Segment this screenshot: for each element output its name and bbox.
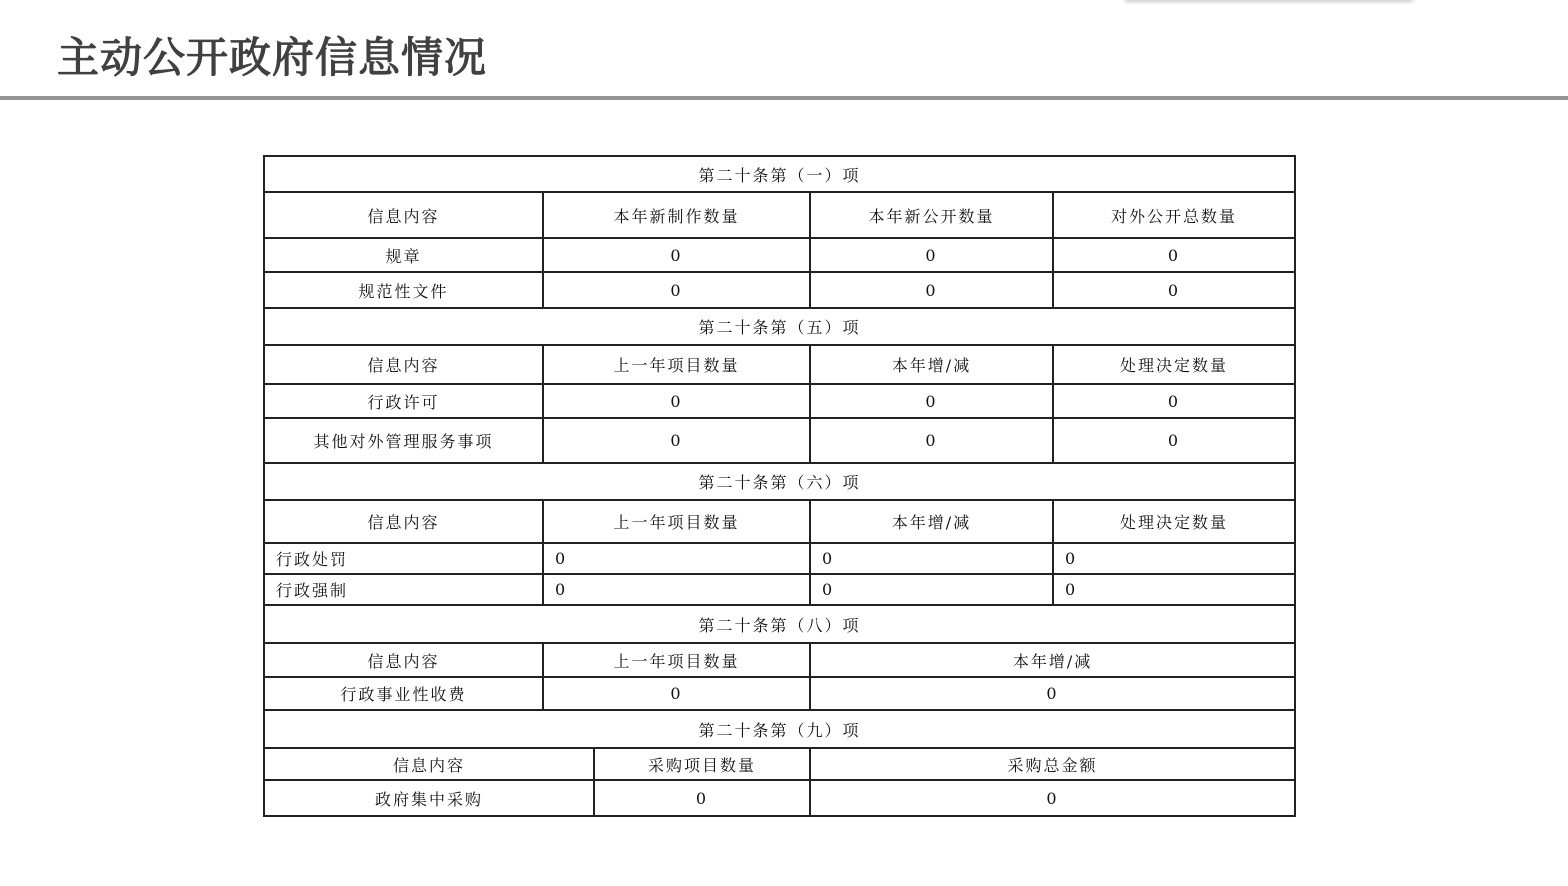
- column-header: 信息内容: [264, 643, 543, 677]
- section-heading-row: [264, 710, 1295, 748]
- table-cell: 0: [810, 780, 1295, 816]
- disclosure-table: [263, 155, 1296, 817]
- column-header: 对外公开总数量: [1053, 192, 1295, 238]
- column-header: 信息内容: [264, 748, 594, 780]
- section-heading-row: [264, 463, 1295, 500]
- table-row: [264, 574, 1295, 605]
- header-row: [264, 748, 1295, 780]
- column-header: 上一年项目数量: [543, 643, 810, 677]
- table-cell: 0: [810, 384, 1053, 418]
- header-row: [264, 500, 1295, 543]
- row-label: 规章: [264, 238, 543, 272]
- table-cell: 0: [810, 574, 1053, 605]
- column-header: 本年增/减: [810, 643, 1295, 677]
- table-row: [264, 238, 1295, 272]
- table-cell: 0: [1053, 543, 1295, 574]
- table-cell: 0: [1053, 574, 1295, 605]
- column-header: 信息内容: [264, 192, 543, 238]
- row-label: 其他对外管理服务事项: [264, 418, 543, 463]
- section-heading: 第二十条第（一）项: [264, 156, 1295, 192]
- column-header: 本年新制作数量: [543, 192, 810, 238]
- table-cell: 0: [1053, 272, 1295, 308]
- section-heading: 第二十条第（五）项: [264, 308, 1295, 345]
- table-cell: 0: [810, 677, 1295, 710]
- table-cell: 0: [543, 384, 810, 418]
- column-header: 处理决定数量: [1053, 345, 1295, 384]
- column-header: 本年增/减: [810, 345, 1053, 384]
- section-heading: 第二十条第（八）项: [264, 605, 1295, 643]
- row-label: 行政强制: [264, 574, 543, 605]
- table-row: [264, 272, 1295, 308]
- column-header: 上一年项目数量: [543, 345, 810, 384]
- table-cell: 0: [1053, 418, 1295, 463]
- table-cell: 0: [810, 418, 1053, 463]
- header-row: [264, 192, 1295, 238]
- section-heading: 第二十条第（九）项: [264, 710, 1295, 748]
- table-row: [264, 780, 1295, 816]
- table-cell: 0: [810, 543, 1053, 574]
- table-row: [264, 543, 1295, 574]
- section-heading-row: [264, 156, 1295, 192]
- table-row: [264, 384, 1295, 418]
- section-heading-row: [264, 605, 1295, 643]
- column-header: 处理决定数量: [1053, 500, 1295, 543]
- row-label: 行政事业性收费: [264, 677, 543, 710]
- table-row: [264, 418, 1295, 463]
- column-header: 信息内容: [264, 345, 543, 384]
- table-cell: 0: [543, 677, 810, 710]
- table-cell: 0: [543, 418, 810, 463]
- column-header: 信息内容: [264, 500, 543, 543]
- table-cell: 0: [543, 238, 810, 272]
- table-row: [264, 677, 1295, 710]
- table-cell: 0: [543, 574, 810, 605]
- column-header: 采购项目数量: [594, 748, 810, 780]
- header-row: [264, 345, 1295, 384]
- page-title: 主动公开政府信息情况: [57, 33, 488, 82]
- row-label: 行政许可: [264, 384, 543, 418]
- table-cell: 0: [1053, 238, 1295, 272]
- table-cell: 0: [594, 780, 810, 816]
- title-divider: [0, 96, 1568, 100]
- column-header: 上一年项目数量: [543, 500, 810, 543]
- header-row: [264, 643, 1295, 677]
- row-label: 行政处罚: [264, 543, 543, 574]
- column-header: 本年新公开数量: [810, 192, 1053, 238]
- row-label: 政府集中采购: [264, 780, 594, 816]
- table-cell: 0: [543, 543, 810, 574]
- table-cell: 0: [810, 238, 1053, 272]
- table-cell: 0: [810, 272, 1053, 308]
- section-heading: 第二十条第（六）项: [264, 463, 1295, 500]
- table-cell: 0: [543, 272, 810, 308]
- section-heading-row: [264, 308, 1295, 345]
- row-label: 规范性文件: [264, 272, 543, 308]
- table-cell: 0: [1053, 384, 1295, 418]
- column-header: 采购总金额: [810, 748, 1295, 780]
- column-header: 本年增/减: [810, 500, 1053, 543]
